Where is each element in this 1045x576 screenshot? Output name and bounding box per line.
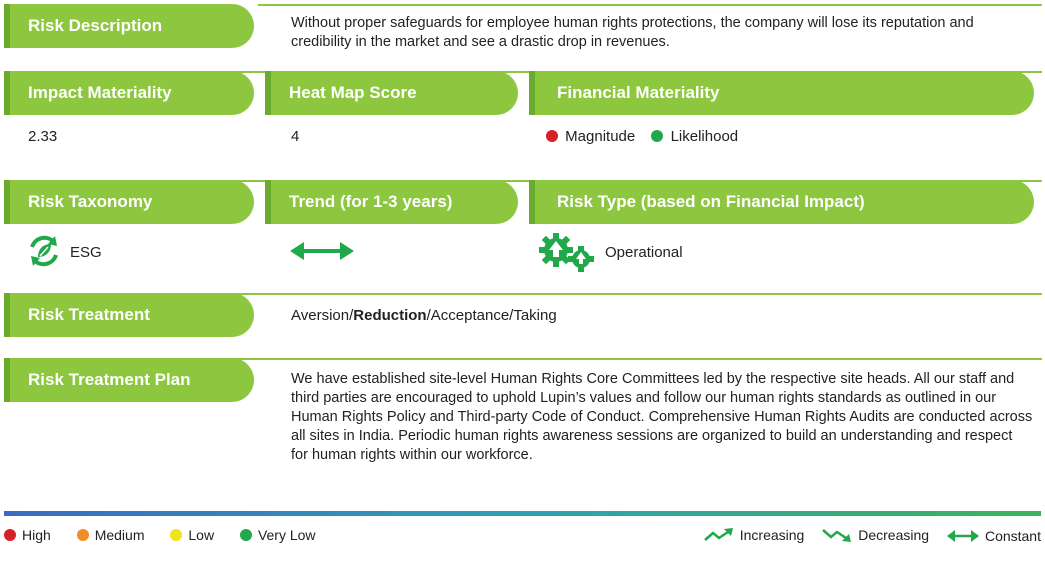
legend-very-low: [240, 527, 316, 543]
legend-constant-label: Constant: [984, 528, 1041, 544]
magnitude-label: Magnitude: [565, 128, 636, 145]
treatment-separator: /: [509, 307, 514, 324]
treatment-option-reduction-selected: Reduction: [353, 307, 427, 324]
financial-materiality-values: [546, 128, 738, 145]
operational-gears-icon: [538, 232, 598, 272]
risk-description-label: Risk Description: [28, 16, 163, 35]
treatment-option-aversion: Aversion: [291, 307, 350, 324]
risk-taxonomy-value: ESG: [70, 244, 102, 261]
financial-materiality-tab: [529, 71, 1034, 115]
heat-map-score-value: 4: [291, 128, 300, 145]
risk-treatment-plan-text: We have established site-level Human Rights Core Committees led by the respective site heads. All our staff and third parties are encouraged to uphold Lupin’s values and follow our human rights standards as outlined in our Human Rights Policy and Third-party Code of Conduct. Comprehensive Human Rights Audits are conducted across all sites in India. Periodic human rights awareness sessions are organized to build an understanding and respect for human rights within our workforce.: [291, 371, 1033, 463]
impact-materiality-label: Impact Materiality: [28, 83, 172, 102]
risk-taxonomy-label: Risk Taxonomy: [28, 192, 153, 211]
risk-description-tab: [4, 4, 254, 48]
trend-tab: [265, 180, 518, 224]
risk-description-text: Without proper safeguards for employee human rights protections, the company will lose its reputation and credibility in the market and see a drastic drop in revenues.: [291, 15, 974, 50]
risk-treatment-label: Risk Treatment: [28, 305, 150, 324]
risk-taxonomy-tab: [4, 180, 254, 224]
row-divider: [258, 4, 1042, 6]
legend-high-label: High: [22, 527, 51, 543]
likelihood-dot-icon: [651, 130, 663, 142]
legend-low-label: Low: [188, 527, 215, 543]
treatment-separator: /: [426, 307, 431, 324]
medium-dot-icon: [77, 529, 89, 541]
heat-map-score-tab: [265, 71, 518, 115]
likelihood-label: Likelihood: [670, 128, 739, 145]
impact-materiality-tab: [4, 71, 254, 115]
treatment-separator: /: [349, 307, 354, 324]
legend-medium-label: Medium: [94, 527, 145, 543]
very-low-dot-icon: [240, 529, 252, 541]
risk-type-tab: [529, 180, 1034, 224]
risk-treatment-options: [291, 307, 557, 324]
legend-increasing: [704, 527, 805, 543]
risk-type-label: Risk Type (based on Financial Impact): [557, 192, 865, 211]
risk-treatment-plan-tab: [4, 358, 254, 402]
footer-gradient-bar: [4, 511, 1041, 516]
legend-constant: [947, 528, 1041, 544]
decreasing-trend-icon: [822, 527, 852, 543]
legend-low: [170, 527, 214, 543]
legend-increasing-label: Increasing: [739, 527, 805, 543]
financial-materiality-label: Financial Materiality: [557, 83, 720, 102]
risk-treatment-plan-label: Risk Treatment Plan: [28, 370, 191, 389]
esg-recycle-leaf-icon: [26, 233, 62, 269]
trend-label: Trend (for 1-3 years): [289, 192, 453, 211]
magnitude-dot-icon: [546, 130, 558, 142]
treatment-option-taking: Taking: [513, 307, 557, 324]
low-dot-icon: [170, 529, 182, 541]
level-legend: [4, 527, 338, 544]
heat-map-score-label: Heat Map Score: [289, 83, 417, 102]
legend-decreasing: [822, 527, 929, 543]
constant-arrow-icon: [290, 239, 354, 263]
legend-decreasing-label: Decreasing: [858, 527, 930, 543]
trend-legend: [704, 527, 1041, 546]
risk-treatment-tab: [4, 293, 254, 337]
impact-materiality-value: 2.33: [28, 128, 58, 145]
legend-very-low-label: Very Low: [257, 527, 316, 543]
treatment-option-acceptance: Acceptance: [430, 307, 510, 324]
legend-high: [4, 527, 51, 543]
high-dot-icon: [4, 529, 16, 541]
increasing-trend-icon: [704, 527, 734, 543]
constant-trend-icon: [947, 529, 979, 543]
risk-type-value: Operational: [605, 244, 683, 261]
legend-medium: [77, 527, 145, 543]
